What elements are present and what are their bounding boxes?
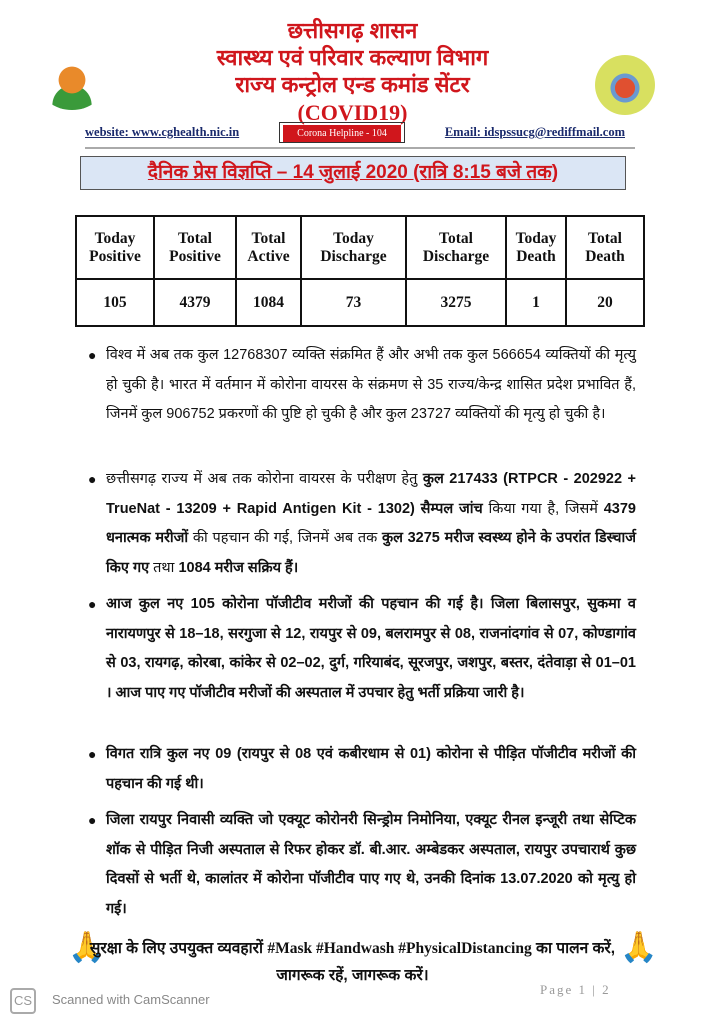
- press-release-title: [80, 156, 626, 190]
- bullet-icon: ●: [88, 471, 97, 487]
- col-header: Total Active: [236, 216, 301, 279]
- stats-table: [75, 215, 645, 327]
- safety-text-pre: सुरक्षा के लिए उपयुक्त व्यवहारों: [89, 940, 268, 957]
- text-segment: विगत रात्रि कुल नए 09 (रायपुर से 08 एवं कबीरधाम से 01) कोरोना से पीड़ित पॉजीटीव मरीजों की पहचान की गई थी।: [106, 746, 636, 792]
- header-line-2: स्वास्थ्य एवं परिवार कल्याण विभाग: [216, 45, 489, 70]
- cell: 73: [301, 279, 406, 326]
- bullet-text: [106, 740, 636, 799]
- bullet-item: [88, 806, 636, 924]
- col-header: Today Positive: [76, 216, 154, 279]
- email-link[interactable]: Email: idspssucg@rediffmail.com: [444, 125, 625, 139]
- col-header: Total Death: [566, 216, 644, 279]
- bullet-text: [106, 341, 636, 430]
- title-text: दैनिक प्रेस विज्ञप्ति – 14 जुलाई 2020 (रात्रि 8:15 बजे तक): [147, 162, 559, 183]
- text-segment: 1084 मरीज सक्रिय हैं।: [178, 559, 299, 576]
- text-segment: की पहचान की गई, जिनमें अब तक: [188, 530, 382, 546]
- bullet-text: [106, 465, 636, 583]
- bullet-icon: ●: [88, 347, 97, 363]
- cell: 1: [506, 279, 566, 326]
- text-segment: कुल 217433 (RTPCR - 202922 + TrueNat - 13209 + Rapid Antigen Kit - 1302) सैम्पल जांच: [106, 471, 637, 517]
- text-segment: 4379 धनात्मक मरीजों: [106, 500, 636, 546]
- bullet-item: [88, 465, 636, 583]
- cell: 105: [76, 279, 154, 326]
- header-line-1: छत्तीसगढ़ शासन: [287, 18, 418, 43]
- safety-text-post: का पालन करें, जागरूक रहें, जागरूक करें।: [276, 940, 616, 984]
- folded-hands-icon: 🙏: [68, 931, 106, 964]
- col-header: Total Positive: [154, 216, 236, 279]
- table-row: [76, 279, 644, 326]
- bullet-text: [106, 590, 636, 708]
- bullet-icon: ●: [88, 596, 97, 612]
- col-header: Total Discharge: [406, 216, 506, 279]
- camscanner-watermark: Scanned with CamScanner: [52, 992, 210, 1007]
- cell: 4379: [154, 279, 236, 326]
- text-segment: तथा: [149, 559, 179, 576]
- col-header: Today Discharge: [301, 216, 406, 279]
- bullet-text: [106, 806, 636, 924]
- cell: 1084: [236, 279, 301, 326]
- folded-hands-icon: 🙏: [620, 931, 658, 964]
- idsp-logo: [595, 55, 655, 115]
- divider: [85, 147, 635, 149]
- text-segment: आज कुल नए 105 कोरोना पॉजीटीव मरीजों की पहचान की गई है। जिला बिलासपुर, सुकमा व नारायणपुर से 18–18, सरगुजा से 12, रायपुर से 09, बलरामपुर से 08, राजनांदगांव से 07, कोण्डागांव से 03, रायगढ़, कोरबा, कांकेर से 02–02, दुर्ग, गरियाबंद, सूरजपुर, जशपुर, बस्तर, दंतेवाड़ा से 01–01 । आज पाए गए पॉजीटीव मरीजों की अस्पताल में उपचार हेतु भर्ती प्रक्रिया जारी है।: [106, 596, 636, 701]
- table-header-row: [76, 216, 644, 279]
- header-line-3: राज्य कन्ट्रोल एन्ड कमांड सेंटर: [235, 72, 470, 97]
- text-segment: कुल 3275 मरीज स्वस्थ्य होने के उपरांत डिस्चार्ज किए गए: [106, 530, 636, 576]
- camscanner-logo: CS: [10, 988, 36, 1014]
- header-line-4: (COVID19): [297, 100, 408, 125]
- safety-message: [0, 935, 705, 989]
- bullet-icon: ●: [88, 812, 97, 828]
- helpline-box: [279, 122, 405, 143]
- safety-hashtags: #Mask #Handwash #PhysicalDistancing: [267, 940, 532, 957]
- cg-govt-logo: [40, 60, 104, 110]
- bullet-icon: ●: [88, 746, 97, 762]
- bullet-item: [88, 341, 636, 430]
- col-header: Today Death: [506, 216, 566, 279]
- cell: 3275: [406, 279, 506, 326]
- page-number: Page 1 | 2: [540, 982, 611, 997]
- text-segment: जिला रायपुर निवासी व्यक्ति जो एक्यूट कोरोनरी सिन्ड्रोम निमोनिया, एक्यूट रीनल इन्जूरी तथा सेप्टिक शॉक से पीड़ित निजी अस्पताल से रिफर होकर डॉ. बी.आर. अम्बेडकर अस्पताल, रायपुर उपचारार्थ कुछ दिवसों से भर्ती थे, कालांतर में कोरोना पॉजीटीव पाए गए थे, उनकी दिनांक 13.07.2020 को मृत्यु हो गई।: [106, 812, 636, 917]
- bullet-item: [88, 740, 636, 799]
- text-segment: विश्व में अब तक कुल 12768307 व्यक्ति संक्रमित हैं और अभी तक कुल 566654 व्यक्तियों की मृत्यु हो चुकी है। भारत में वर्तमान में कोरोना वायरस के संक्रमण से 35 राज्य/केन्द्र शासित प्रदेश प्रभावित हैं, जिनमें कुल 906752 प्रकरणों की पुष्टि हो चुकी है और कुल 23727 व्यक्तियों की मृत्यु हो चुकी है।: [106, 347, 636, 422]
- website-link[interactable]: website: www.cghealth.nic.in: [85, 125, 240, 139]
- text-segment: छत्तीसगढ़ राज्य में अब तक कोरोना वायरस के परीक्षण हेतु: [106, 471, 423, 487]
- contact-row: [85, 122, 625, 143]
- cell: 20: [566, 279, 644, 326]
- text-segment: किया गया है, जिसमें: [482, 500, 604, 517]
- bullet-item: [88, 590, 636, 708]
- helpline-label: Corona Helpline - 104: [283, 125, 401, 142]
